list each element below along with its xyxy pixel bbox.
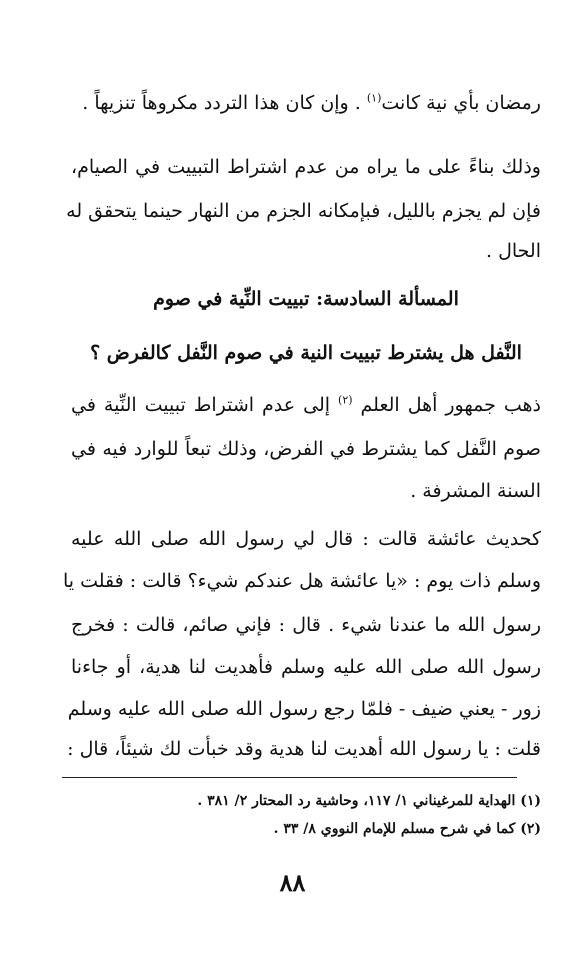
- text-line: رسول الله صلى الله عليه وسلم فأهديت لنا هدية، أو جاءنا: [71, 656, 541, 678]
- text-run: . وإن كان هذا التردد مكروهاً تنزيهاً .: [82, 92, 367, 114]
- text-run: إلى عدم اشتراط تبييت النِّية في: [71, 394, 339, 416]
- page-number: ٨٨: [279, 868, 306, 897]
- footnote-ref-1[interactable]: (١): [366, 91, 382, 105]
- text-line: وذلك بناءً على ما يراه من عدم اشتراط التبييت في الصيام،: [71, 156, 541, 178]
- text-line: زور - يعني ضيف - فلمّا رجع رسول الله صلى الله عليه وسلم: [67, 698, 541, 720]
- text-line: قلت : يا رسول الله أهديت لنا هدية وقد خبأت لك شيئاً، قال :: [67, 738, 541, 760]
- section-heading: المسألة السادسة: تبييت النِّية في صوم: [153, 288, 459, 310]
- footnote-ref-2[interactable]: (٢): [338, 393, 353, 407]
- footnote-divider: [62, 777, 517, 778]
- text-line: فإن لم يجزم بالليل، فبإمكانه الجزم من النهار حينما يتحقق له: [66, 200, 541, 222]
- text-line: كحديث عائشة قالت : قال لي رسول الله صلى الله عليه: [71, 528, 541, 550]
- text-run: رمضان بأي نية كانت: [381, 92, 541, 114]
- footnote-1: (١) الهداية للمرغيناني ١/ ١١٧، وحاشية رد المحتار ٢/ ٣٨١ .: [197, 793, 541, 809]
- text-line: السنة المشرفة .: [410, 480, 541, 502]
- text-line: وسلم ذات يوم : «يا عائشة هل عندكم شيء؟ قالت : فقلت يا: [62, 570, 541, 592]
- text-line: [71, 88, 541, 118]
- text-run: ذهب جمهور أهل العلم: [352, 394, 541, 416]
- section-subheading: النَّفل هل يشترط تبييت النية في صوم النَّفل كالفرض ؟: [90, 342, 522, 364]
- footnote-2: (٢) كما في شرح مسلم للإمام النووي ٨/ ٣٣ .: [273, 821, 541, 837]
- text-line: صوم النَّفل كما يشترط في الفرض، وذلك تبعاً للوارد فيه في: [71, 438, 541, 460]
- text-line: الحال .: [485, 240, 541, 262]
- text-line: رسول الله ما عندنا شيء . قال : فإني صائم، قالت : فخرج: [71, 614, 541, 636]
- text-line: [71, 390, 541, 420]
